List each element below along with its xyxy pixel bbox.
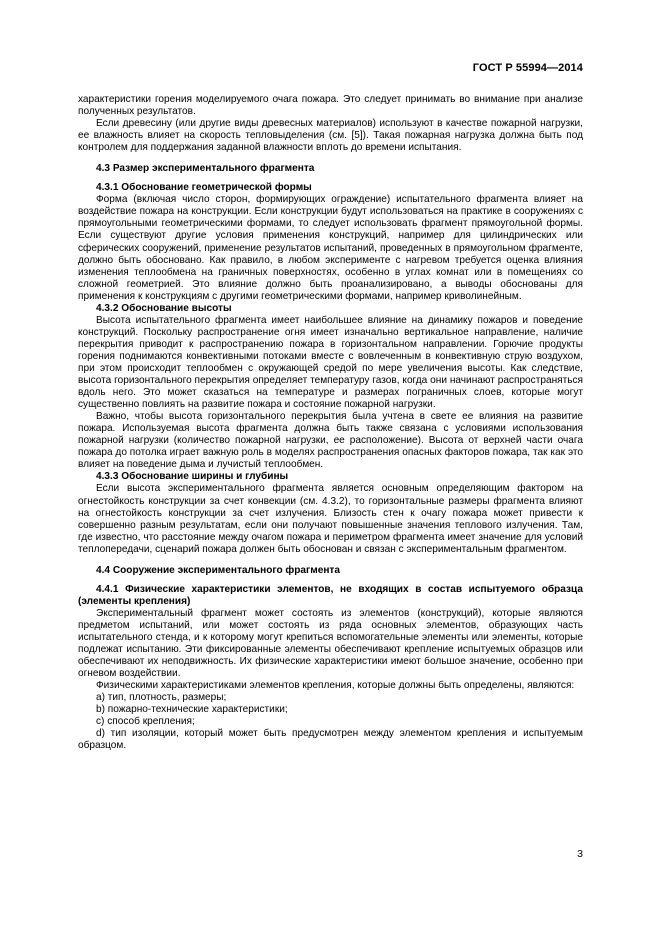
paragraph-fixing-elements: Экспериментальный фрагмент может состоять из элементов (конструкций), которые являются предметом испытаний, или может состоять из ряда основных элементов, образующих часть испытательного стенда, и к которому могут крепиться вспомогательные элементы или элементы, которые подлежат испытанию. Эти фиксированные элементы обеспечивают крепление испытуемых образцов или обеспечивают их неподвижность. Их физические характеристики имеют большое значение, особенно при огневом воздействии. xyxy=(78,607,583,680)
subsection-heading-4-3-1: 4.3.1 Обоснование геометрической формы xyxy=(96,182,312,194)
paragraph-wood-fire-load: Если древесину (или другие виды древесных материалов) используют в качестве пожарной нагрузки, ее влажность влияет на скорость тепловыделения (см. [5]). Такая пожарная нагрузка должна быть под контролем для поддержания заданной влажности вплоть до времени испытания. xyxy=(78,118,583,154)
section-heading-4-3: 4.3 Размер экспериментального фрагмента xyxy=(96,163,315,175)
list-item-c: c) способ крепления; xyxy=(96,716,195,728)
paragraph-width-depth: Если высота экспериментального фрагмента является основным определяющим фактором на огнестойкость конструкции за счет конвекции (см. 4.3.2), то горизонтальные размеры фрагмента влияют на огнестойкость конструкции за счет излучения. Близость стен к очагу пожара может привести к совершенно разным результатам, если они получают повышенные значения теплового излучения. Там, где известно, что расстояние между очагом пожара и периметром фрагмента имеет значение для условий теплопередачи, сценарий пожара должен быть обоснован и связан с экспериментальным фрагментом. xyxy=(78,483,583,555)
subsection-heading-4-3-2: 4.3.2 Обоснование высоты xyxy=(96,302,232,314)
subsection-heading-4-3-3: 4.3.3 Обоснование ширины и глубины xyxy=(96,471,289,483)
list-item-d: d) тип изоляции, который может быть предусмотрен между элементом крепления и испытуемым образцом. xyxy=(78,728,583,752)
paragraph-continuation: характеристики горения моделируемого очага пожара. Это следует принимать во внимание при анализе полученных результатов. xyxy=(78,94,583,118)
paragraph-height-2: Важно, чтобы высота горизонтального перекрытия была учтена в свете ее влияния на развитие пожара. Используемая высота фрагмента должна быть также связана с условиями использования пожарной нагрузки (количество пожарной нагрузки, ее расположение). Высота от верхней части очага пожара до потолка играет важную роль в моделях распространения опасных факторов пожара, так как это влияет на поведение дыма и лучистый теплообмен. xyxy=(78,411,583,471)
page-number: 3 xyxy=(577,848,583,860)
document-body xyxy=(78,94,583,752)
standard-header: ГОСТ Р 55994—2014 xyxy=(472,62,583,74)
list-item-a: a) тип, плотность, размеры; xyxy=(96,692,227,704)
paragraph-characteristics-intro: Физическими характеристиками элементов крепления, которые должны быть определены, являются: xyxy=(96,680,575,692)
section-heading-4-4: 4.4 Сооружение экспериментального фрагмента xyxy=(96,564,340,576)
paragraph-height-1: Высота испытательного фрагмента имеет наибольшее влияние на динамику пожаров и поведение конструкций. Поскольку распространение огня имеет изначально вертикальное направление, наличие перекрытия приводит к распространению пожара в горизонтальном направлении. Горючие продукты горения поднимаются конвективными потоками вместе с вовлеченным в конвективную струю воздухом, при этом происходит теплообмен с окружающей средой по мере увеличения высоты. Как следствие, высота горизонтального перекрытия определяет температуру газов, когда они начинают распространяться вдоль него. Это может сказаться на температуре и размерах пограничных слоев, которые могут существенно повлиять на развитие пожара и состояние пожарной нагрузки. xyxy=(78,314,583,411)
list-item-b: b) пожарно-технические характеристики; xyxy=(96,704,288,716)
paragraph-geometric-form: Форма (включая число сторон, формирующих ограждение) испытательного фрагмента влияет на воздействие пожара на конструкции. Если конструкции будут использоваться на практике в сооружениях с прямоугольными геометрическими формами, то следует использовать фрагмент прямоугольной формы. Если существуют другие условия применения конструкций, например для цилиндрических или сферических сооружений, применение результатов испытаний, проведенных в прямоугольном фрагменте, должно быть обосновано. Как правило, в любом эксперименте с нагревом требуется оценка влияния изменения теплообмена на граничных поверхностях, особенно в углах комнат или в помещениях со сложной геометрией. Это влияние должно быть проанализировано, а выводы обоснованы для применения к конструкциям с другими геометрическими формами, например криволинейным. xyxy=(78,194,583,302)
subsection-heading-4-4-1: 4.4.1 Физические характеристики элементов, не входящих в состав испытуемого образца (элементы крепления) xyxy=(78,583,583,607)
